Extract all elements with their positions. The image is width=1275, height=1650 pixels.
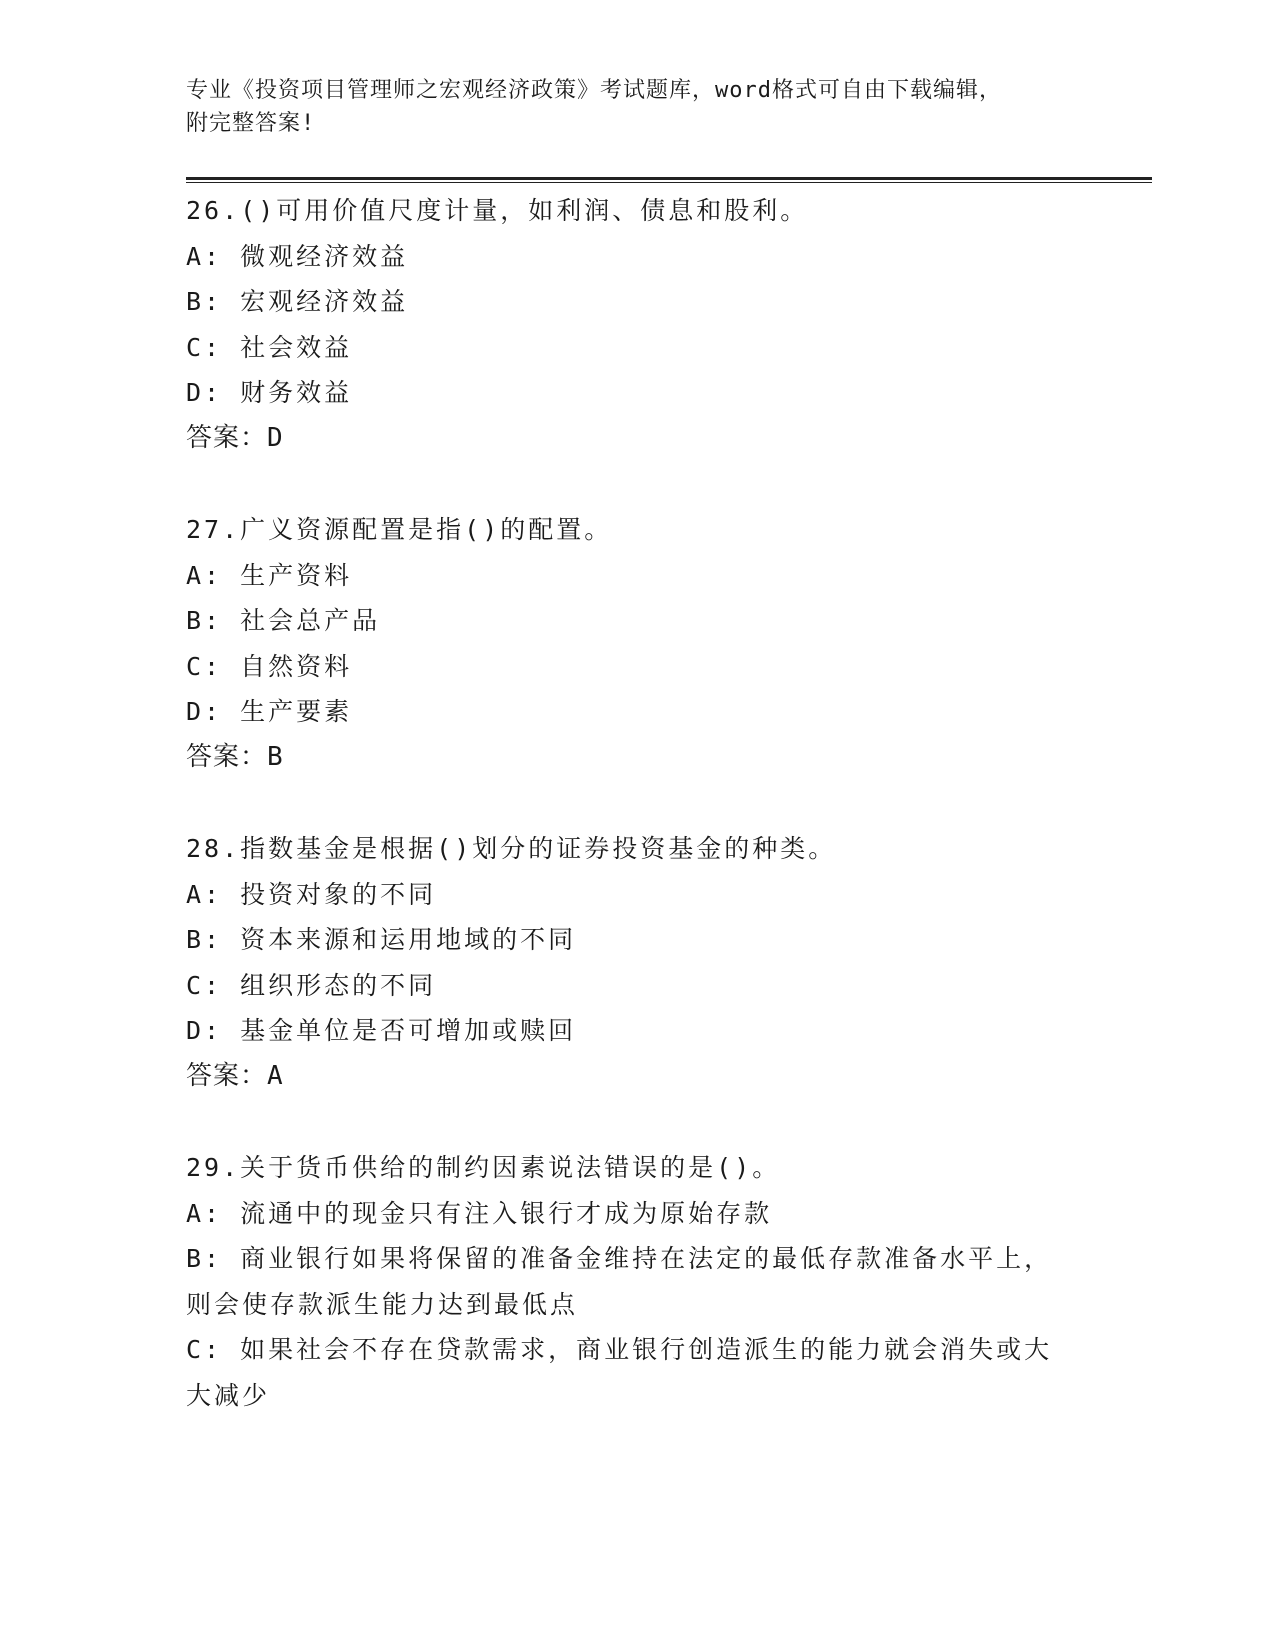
option-a: A: 微观经济效益 bbox=[186, 241, 409, 271]
option-c: C: 组织形态的不同 bbox=[186, 970, 437, 1000]
option-c: C: 如果社会不存在贷款需求，商业银行创造派生的能力就会消失或大 bbox=[186, 1335, 1053, 1364]
option-b: B: 社会总产品 bbox=[186, 606, 381, 635]
question-28 bbox=[186, 826, 1086, 1099]
answer-line: 答案：D bbox=[186, 422, 284, 453]
question-stem: 29.关于货币供给的制约因素说法错误的是()。 bbox=[186, 1153, 781, 1182]
document-header bbox=[186, 74, 1086, 140]
option-c: C: 社会效益 bbox=[186, 332, 353, 362]
option-d: D: 基金单位是否可增加或赎回 bbox=[186, 1016, 577, 1045]
option-c-continued: 大减少 bbox=[186, 1380, 271, 1410]
question-list bbox=[186, 188, 1086, 1418]
option-b: B: 宏观经济效益 bbox=[186, 287, 409, 316]
option-b: B: 资本来源和运用地域的不同 bbox=[186, 925, 577, 954]
option-a: A: 生产资料 bbox=[186, 560, 353, 590]
question-spacer bbox=[186, 1099, 1086, 1145]
option-c: C: 自然资料 bbox=[186, 651, 353, 681]
header-line-1: 专业《投资项目管理师之宏观经济政策》考试题库，word格式可自由下载编辑， bbox=[186, 78, 1002, 103]
question-29 bbox=[186, 1145, 1086, 1418]
option-b: B: 商业银行如果将保留的准备金维持在法定的最低存款准备水平上， bbox=[186, 1244, 1053, 1273]
question-spacer bbox=[186, 461, 1086, 507]
option-d: D: 财务效益 bbox=[186, 378, 353, 407]
option-d: D: 生产要素 bbox=[186, 697, 353, 726]
question-stem: 26.()可用价值尺度计量，如利润、债息和股利。 bbox=[186, 196, 809, 225]
question-26 bbox=[186, 188, 1086, 461]
question-27 bbox=[186, 507, 1086, 780]
question-spacer bbox=[186, 780, 1086, 826]
answer-line: 答案：A bbox=[186, 1060, 284, 1091]
option-a: A: 流通中的现金只有注入银行才成为原始存款 bbox=[186, 1198, 773, 1228]
question-stem: 28.指数基金是根据()划分的证券投资基金的种类。 bbox=[186, 834, 837, 863]
header-line-2: 附完整答案! bbox=[186, 111, 316, 136]
header-divider-thin bbox=[186, 182, 1152, 183]
question-stem: 27.广义资源配置是指()的配置。 bbox=[186, 515, 613, 544]
option-a: A: 投资对象的不同 bbox=[186, 879, 437, 909]
answer-line: 答案：B bbox=[186, 741, 284, 772]
option-b-continued: 则会使存款派生能力达到最低点 bbox=[186, 1289, 579, 1319]
header-divider-thick bbox=[186, 177, 1152, 180]
